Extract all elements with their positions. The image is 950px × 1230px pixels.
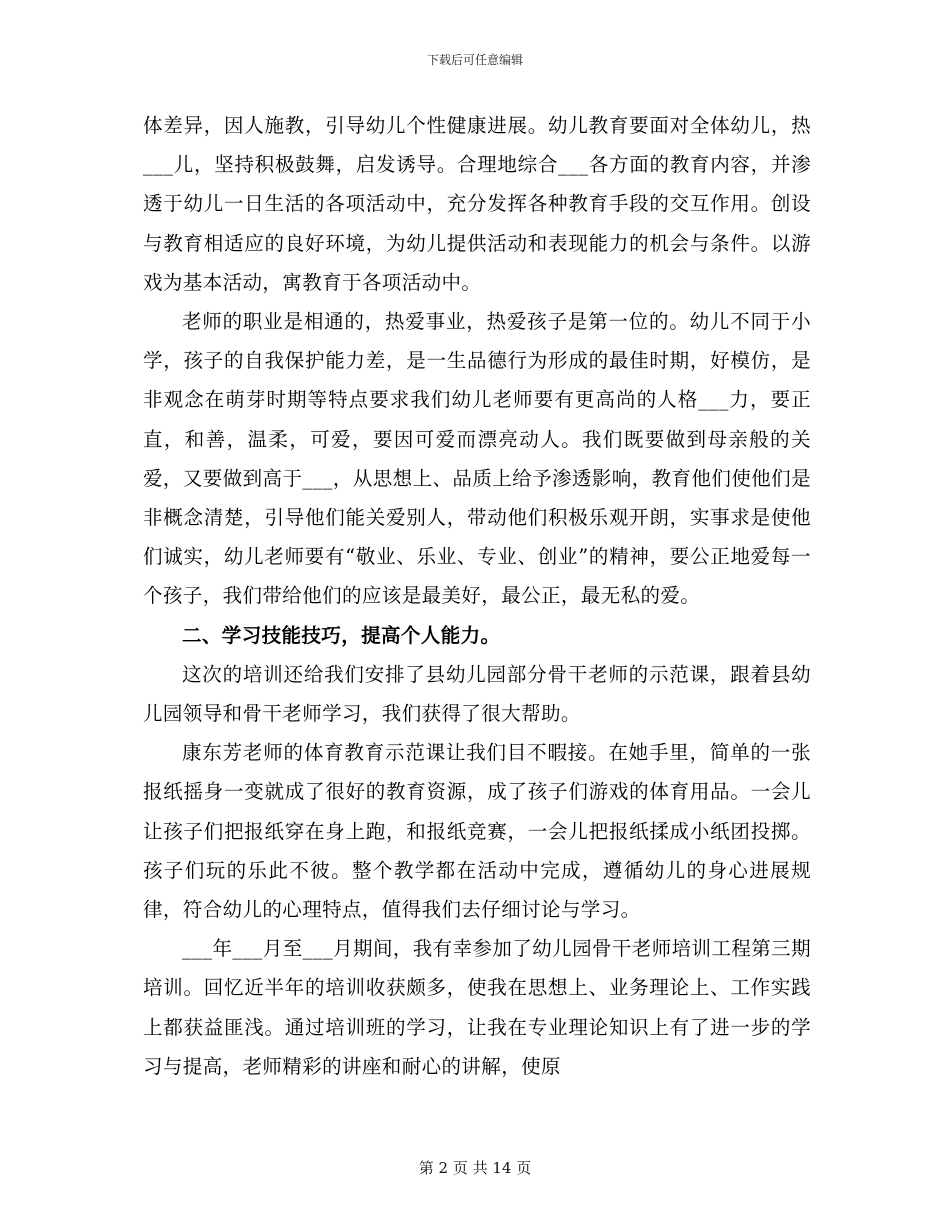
- page-footer: 第 2 页 共 14 页: [418, 1159, 532, 1177]
- document-body: [143, 106, 811, 1086]
- paragraph-2: 老师的职业是相通的，热爱事业，热爱孩子是第一位的。幼儿不同于小学，孩子的自我保护能力差，是一生品德行为形成的最佳时期，好模仿，是非观念在萌芽时期等特点要求我们幼儿老师要有更高尚的人格___力，要正直，和善，温柔，可爱，要因可爱而漂亮动人。我们既要做到母亲般的关爱，又要做到高于___，从思想上、品质上给予渗透影响，教育他们使他们是非概念清楚，引导他们能关爱别人，带动他们积极乐观开朗，实事求是使他们诚实，幼儿老师要有“敬业、乐业、专业、创业”的精神，要公正地爱每一个孩子，我们带给他们的应该是最美好，最公正，最无私的爱。: [143, 310, 811, 608]
- paragraph-1: 体差异，因人施教，引导幼儿个性健康进展。幼儿教育要面对全体幼儿，热___儿，坚持积极鼓舞，启发诱导。合理地综合___各方面的教育内容，并渗透于幼儿一日生活的各项活动中，充分发挥各种教育手段的交互作用。创设与教育相适应的良好环境，为幼儿提供活动和表现能力的机会与条件。以游戏为基本活动，寓教育于各项活动中。: [143, 114, 811, 294]
- paragraph-3: 这次的培训还给我们安排了县幼儿园部分骨干老师的示范课，跟着县幼儿园领导和骨干老师学习，我们获得了很大帮助。: [143, 662, 811, 726]
- paragraph-4: 康东芳老师的体育教育示范课让我们目不暇接。在她手里，简单的一张报纸摇身一变就成了很好的教育资源，成了孩子们游戏的体育用品。一会儿让孩子们把报纸穿在身上跑，和报纸竞赛，一会儿把报纸揉成小纸团投掷。孩子们玩的乐此不彼。整个教学都在活动中完成，遵循幼儿的身心进展规律，符合幼儿的心理特点，值得我们去仔细讨论与学习。: [143, 741, 811, 922]
- paragraph-5: ___年___月至___月期间，我有幸参加了幼儿园骨干老师培训工程第三期培训。回忆近半年的培训收获颇多，使我在思想上、业务理论上、工作实践上都获益匪浅。通过培训班的学习，让我在专业理论知识上有了进一步的学习与提高，老师精彩的讲座和耐心的讲解，使原: [143, 937, 811, 1078]
- page-header: 下载后可任意编辑: [426, 53, 523, 67]
- section-heading: 二、学习技能技巧，提高个人能力。: [182, 623, 501, 647]
